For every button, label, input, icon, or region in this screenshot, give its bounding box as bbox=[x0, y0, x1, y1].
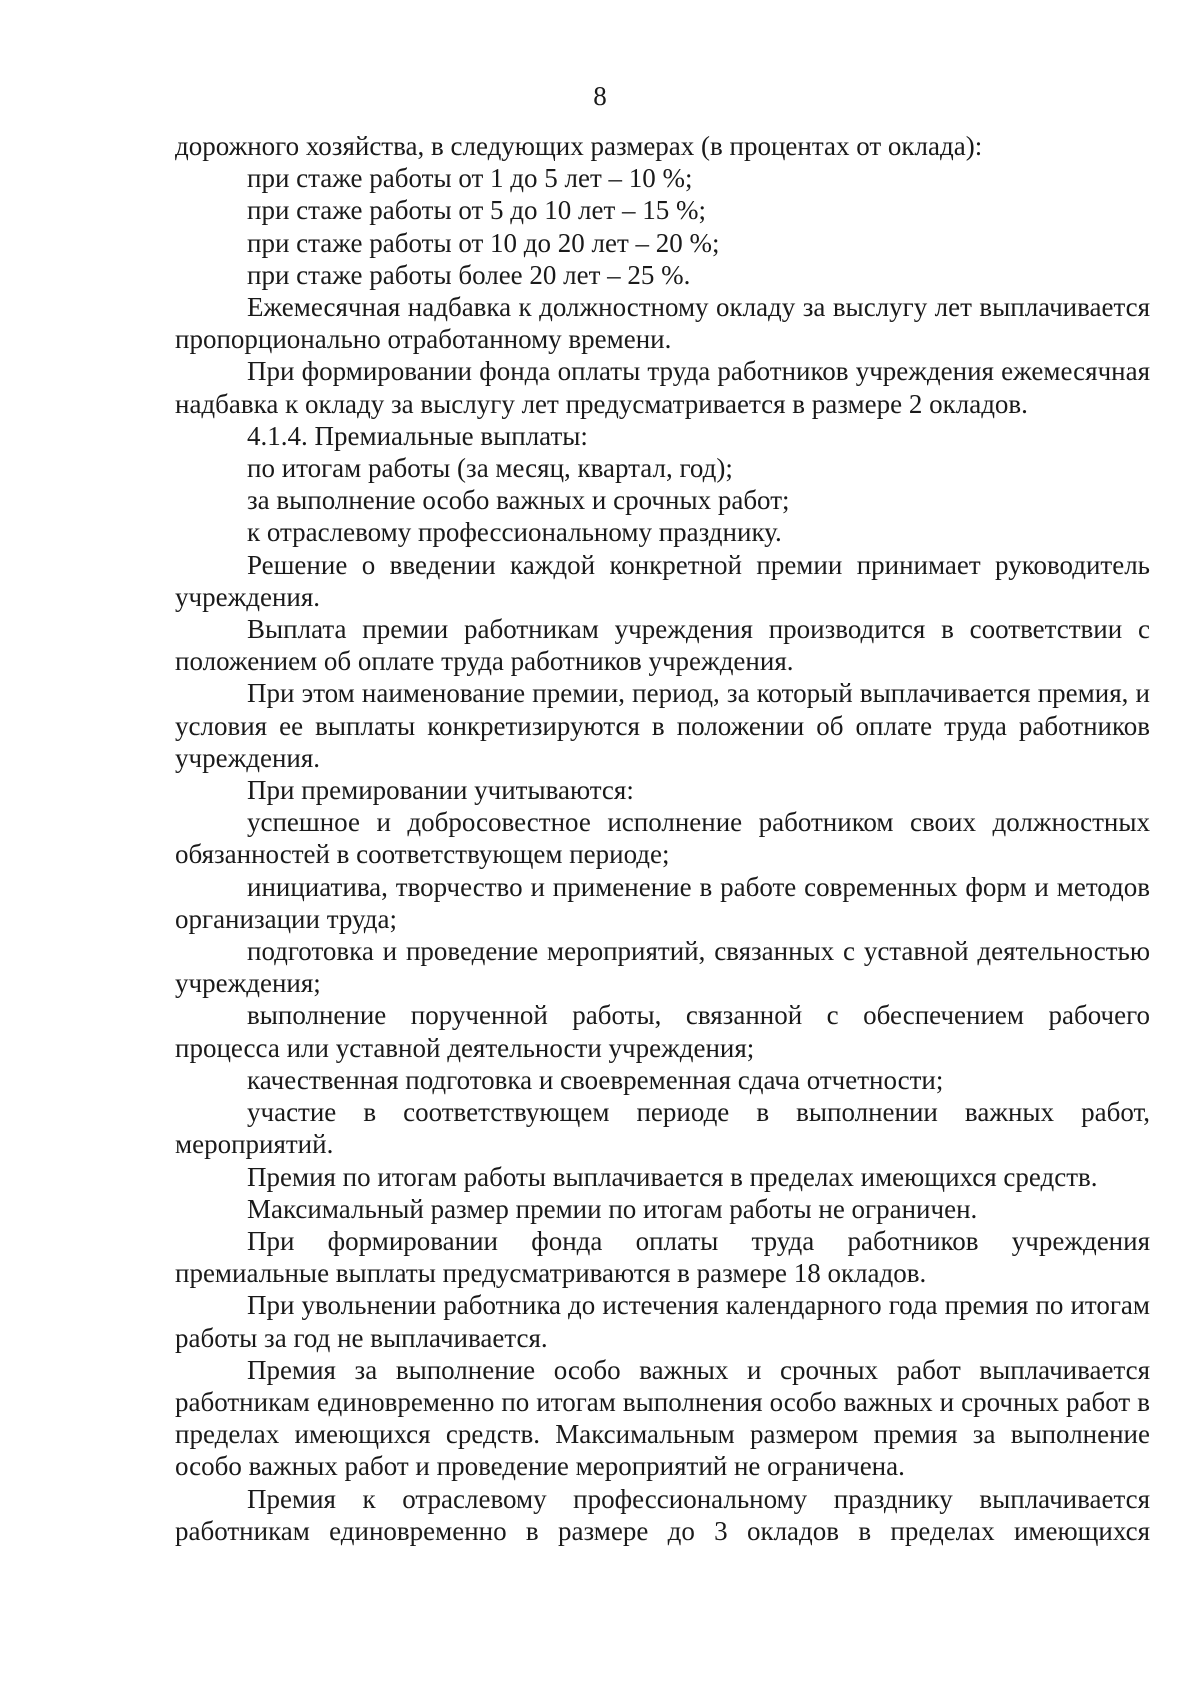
paragraph: дорожного хозяйства, в следующих размерах (в процентах от оклада): bbox=[175, 131, 983, 161]
list-item: качественная подготовка и своевременная сдача отчетности; bbox=[247, 1064, 944, 1095]
list-item: при стаже работы от 10 до 20 лет – 20 %; bbox=[247, 227, 720, 258]
list-item: подготовка и проведение мероприятий, связанных с уставной деятельностью учреждения; bbox=[175, 936, 1150, 999]
paragraph: При премировании учитываются: bbox=[247, 775, 634, 806]
paragraph: При этом наименование премии, период, за который выплачивается премия, и условия ее выплаты конкретизируются в положении об оплате труда работников учреждения. bbox=[175, 678, 1150, 773]
paragraph: Выплата премии работникам учреждения производится в соответствии с положением об оплате труда работников учреждения. bbox=[175, 614, 1150, 677]
paragraph: При формировании фонда оплаты труда работников учреждения ежемесячная надбавка к окладу за выслугу лет предусматривается в размере 2 окладов. bbox=[175, 356, 1150, 419]
paragraph: Максимальный размер премии по итогам работы не ограничен. bbox=[247, 1193, 978, 1224]
paragraph: Решение о введении каждой конкретной премии принимает руководитель учреждения. bbox=[175, 549, 1150, 612]
list-item: по итогам работы (за месяц, квартал, год); bbox=[247, 453, 733, 484]
paragraph: При увольнении работника до истечения календарного года премия по итогам работы за год не выплачивается. bbox=[175, 1290, 1150, 1353]
paragraph: Ежемесячная надбавка к должностному окладу за выслугу лет выплачивается пропорционально отработанному времени. bbox=[175, 292, 1150, 355]
list-item: при стаже работы от 5 до 10 лет – 15 %; bbox=[247, 195, 707, 226]
list-item: при стаже работы от 1 до 5 лет – 10 %; bbox=[247, 163, 693, 194]
paragraph: Премия за выполнение особо важных и срочных работ выплачивается работникам единовременно по итогам выполнения особо важных и срочных работ в пределах имеющихся средств. Максимальным размером премия за выполнение особо важных работ и проведение мероприятий не ограничена. bbox=[175, 1354, 1150, 1482]
list-item: при стаже работы более 20 лет – 25 %. bbox=[247, 259, 691, 290]
list-item: за выполнение особо важных и срочных работ; bbox=[247, 485, 790, 516]
section-heading: 4.1.4. Премиальные выплаты: bbox=[247, 420, 588, 451]
list-item: участие в соответствующем периоде в выполнении важных работ, мероприятий. bbox=[175, 1097, 1150, 1160]
paragraph: Премия к отраслевому профессиональному празднику выплачивается работникам единовременно в размере до 3 окладов в пределах имеющихся bbox=[175, 1483, 1150, 1546]
list-item: успешное и добросовестное исполнение работником своих должностных обязанностей в соответствующем периоде; bbox=[175, 807, 1150, 870]
list-item: инициатива, творчество и применение в работе современных форм и методов организации труда; bbox=[175, 871, 1150, 934]
paragraph: Премия по итогам работы выплачивается в пределах имеющихся средств. bbox=[247, 1161, 1098, 1192]
list-item: выполнение порученной работы, связанной с обеспечением рабочего процесса или уставной деятельности учреждения; bbox=[175, 1000, 1150, 1063]
document-body bbox=[175, 130, 1150, 1547]
page-number: 8 bbox=[593, 81, 607, 111]
paragraph: При формировании фонда оплаты труда работников учреждения премиальные выплаты предусматриваются в размере 18 окладов. bbox=[175, 1225, 1150, 1289]
list-item: к отраслевому профессиональному празднику. bbox=[247, 517, 782, 548]
